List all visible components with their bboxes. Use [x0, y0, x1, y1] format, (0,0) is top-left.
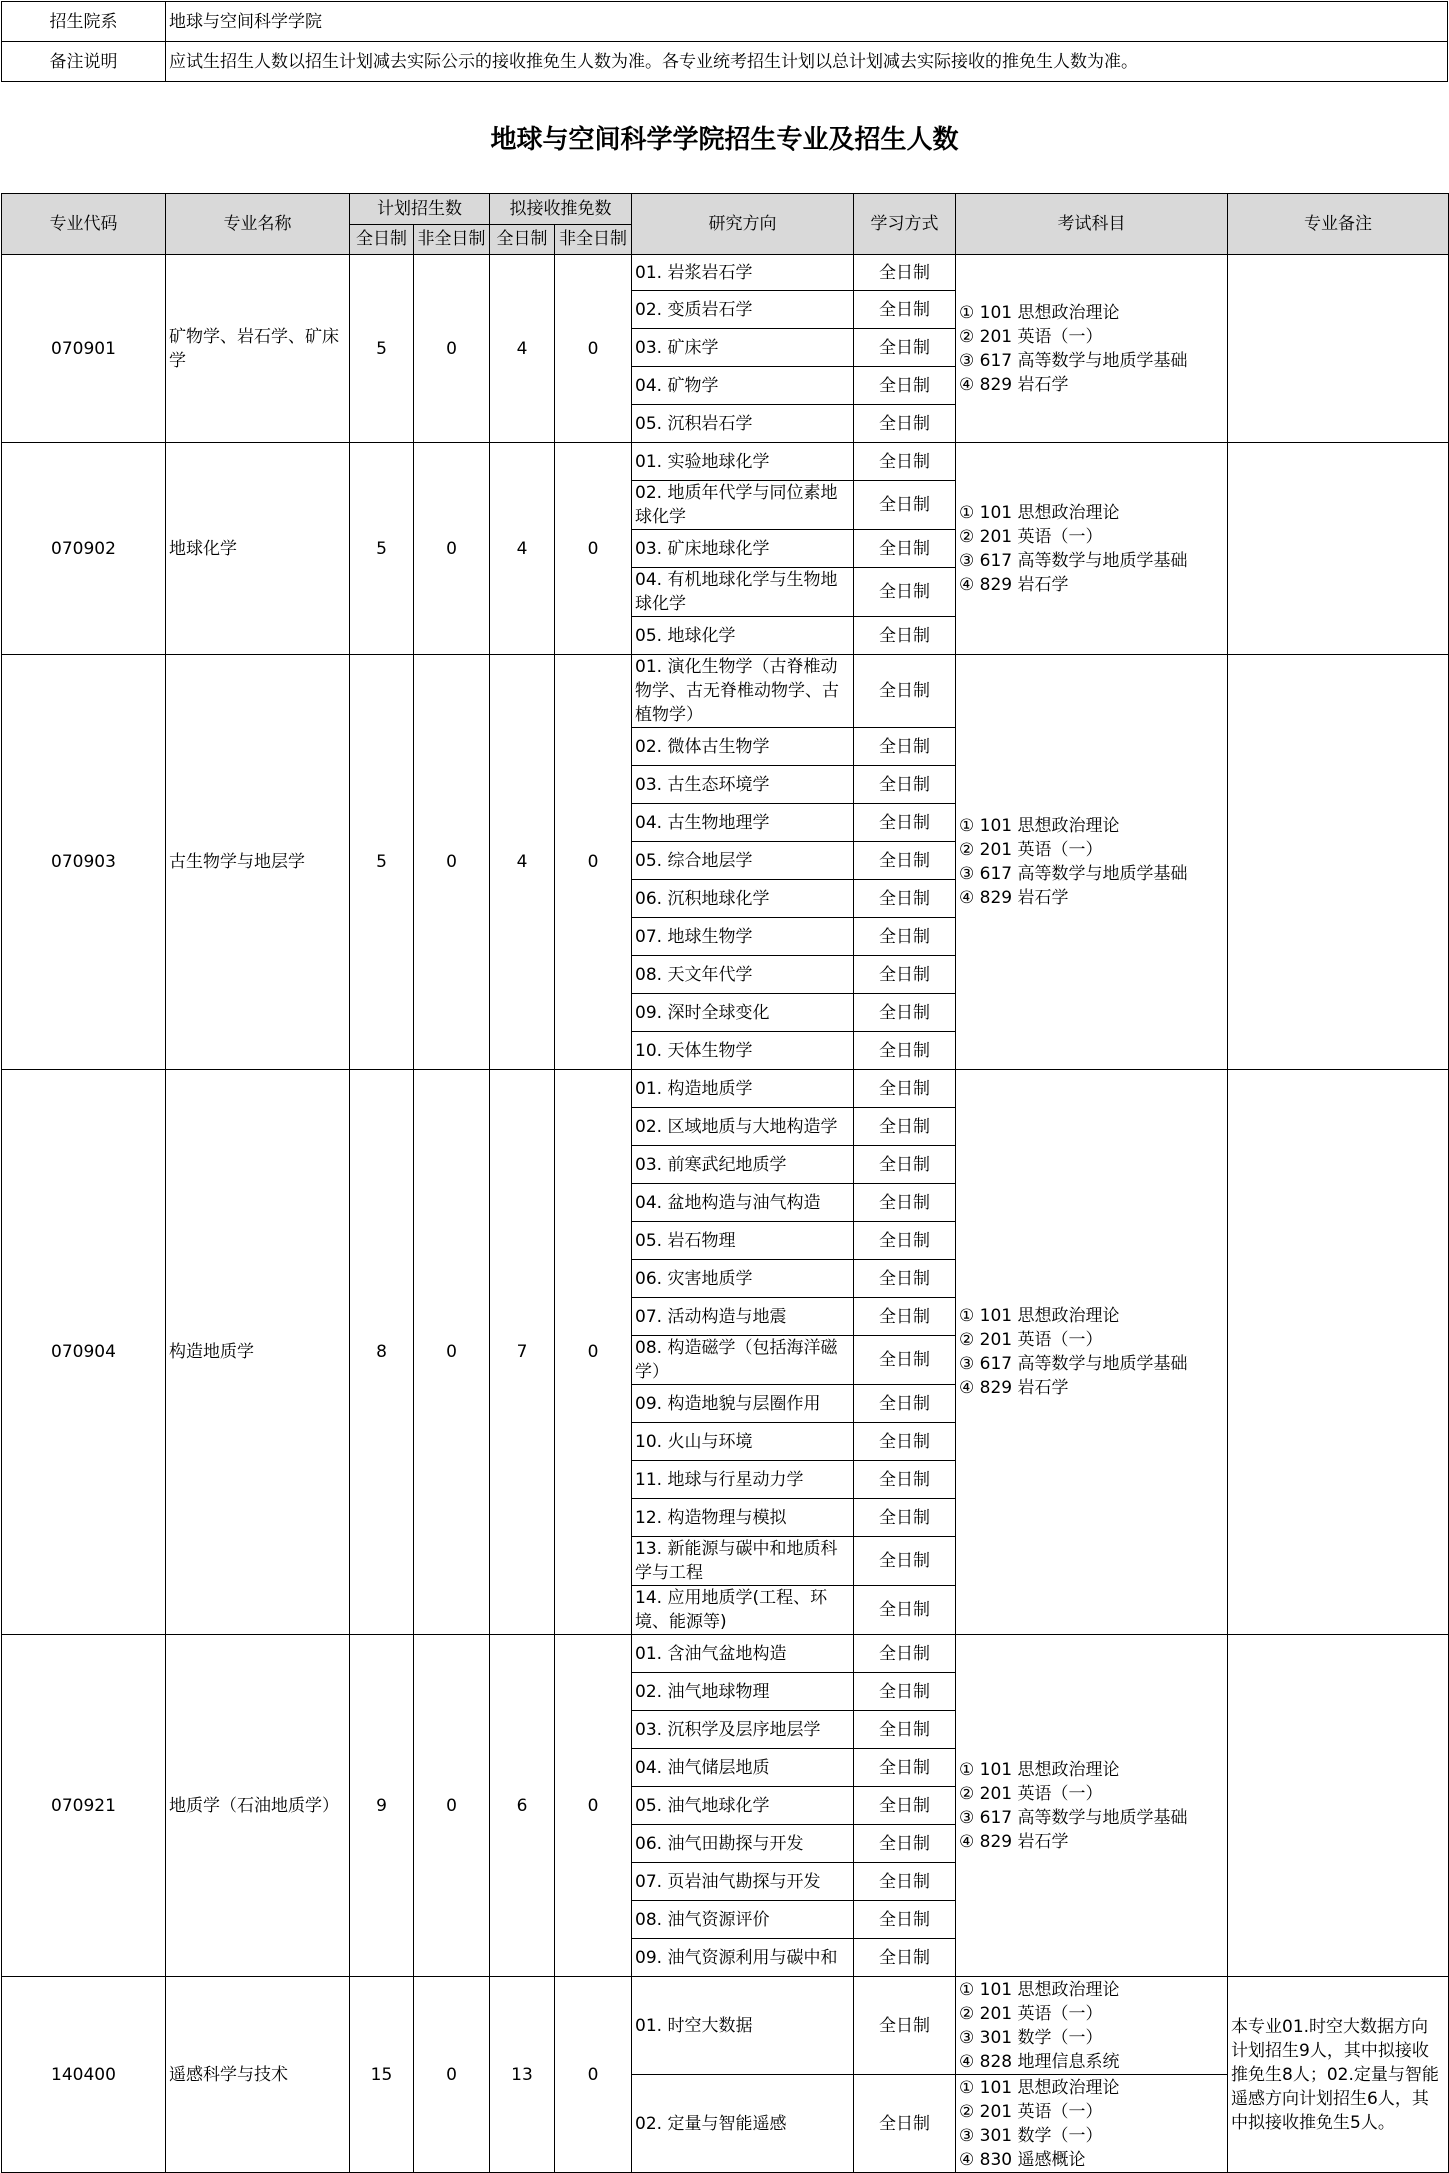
exam-subject: ① 101 思想政治理论: [959, 1306, 1120, 1326]
research-direction: 10. 天体生物学: [632, 1032, 854, 1070]
count-plan-part: 0: [414, 1635, 490, 1977]
exam-subject: ① 101 思想政治理论: [959, 2077, 1120, 2098]
research-direction: 09. 构造地貌与层圈作用: [632, 1385, 854, 1423]
exam-subject: ② 201 英语（一）: [959, 840, 1103, 860]
research-direction: 01. 时空大数据: [632, 1977, 854, 2075]
study-mode: 全日制: [854, 1939, 956, 1977]
study-mode: 全日制: [854, 994, 956, 1032]
research-direction: 03. 沉积学及层序地层学: [632, 1711, 854, 1749]
research-direction: 10. 火山与环境: [632, 1423, 854, 1461]
header-plan-part: 非全日制: [414, 224, 490, 255]
exam-subject: ③ 301 数学（一）: [959, 2125, 1103, 2146]
header-direction: 研究方向: [632, 194, 854, 255]
study-mode: 全日制: [854, 1711, 956, 1749]
header-mode: 学习方式: [854, 194, 956, 255]
count-plan-full: 5: [350, 443, 414, 655]
info-table: [1, 1, 1448, 82]
study-mode: 全日制: [854, 880, 956, 918]
exam-subject: ② 201 英语（一）: [959, 326, 1103, 347]
research-direction: 11. 地球与行星动力学: [632, 1461, 854, 1499]
info-value: 应试生招生人数以招生计划减去实际公示的接收推免生人数为准。各专业统考招生计划以总计划减去实际接收的推免生人数为准。: [166, 42, 1448, 82]
count-plan-full: 5: [350, 655, 414, 1070]
count-exempt-part: 0: [555, 1070, 632, 1635]
research-direction: 04. 油气储层地质: [632, 1749, 854, 1787]
research-direction: 14. 应用地质学(工程、环境、能源等): [632, 1586, 854, 1635]
study-mode: 全日制: [854, 1586, 956, 1635]
count-exempt-part: 0: [555, 1635, 632, 1977]
exam-subject: ① 101 思想政治理论: [959, 1979, 1120, 2000]
table-row: [2, 1635, 1449, 1673]
research-direction: 03. 矿床学: [632, 329, 854, 367]
research-direction: 09. 深时全球变化: [632, 994, 854, 1032]
research-direction: 07. 活动构造与地震: [632, 1298, 854, 1336]
study-mode: 全日制: [854, 1423, 956, 1461]
exam-subjects: [956, 1635, 1228, 1977]
research-direction: 13. 新能源与碳中和地质科学与工程: [632, 1537, 854, 1586]
major-name: 古生物学与地层学: [166, 655, 350, 1070]
count-exempt-part: 0: [555, 255, 632, 443]
study-mode: 全日制: [854, 1825, 956, 1863]
count-exempt-full: 6: [490, 1635, 555, 1977]
research-direction: 01. 构造地质学: [632, 1070, 854, 1108]
study-mode: 全日制: [854, 617, 956, 655]
research-direction: 01. 岩浆岩石学: [632, 255, 854, 291]
major-name: 构造地质学: [166, 1070, 350, 1635]
page-title: 地球与空间科学学院招生专业及招生人数: [490, 125, 959, 155]
study-mode: 全日制: [854, 1499, 956, 1537]
count-exempt-full: 4: [490, 255, 555, 443]
research-direction: 04. 盆地构造与油气构造: [632, 1184, 854, 1222]
count-exempt-part: 0: [555, 443, 632, 655]
count-plan-part: 0: [414, 255, 490, 443]
research-direction: 05. 岩石物理: [632, 1222, 854, 1260]
study-mode: 全日制: [854, 1222, 956, 1260]
exam-subject: ④ 829 岩石学: [959, 888, 1069, 908]
research-direction: 05. 油气地球化学: [632, 1787, 854, 1825]
count-plan-full: 15: [350, 1977, 414, 2173]
study-mode: 全日制: [854, 1336, 956, 1385]
research-direction: 04. 古生物地理学: [632, 804, 854, 842]
count-plan-full: 5: [350, 255, 414, 443]
study-mode: 全日制: [854, 1537, 956, 1586]
research-direction: 02. 变质岩石学: [632, 291, 854, 329]
study-mode: 全日制: [854, 804, 956, 842]
research-direction: 05. 综合地层学: [632, 842, 854, 880]
study-mode: 全日制: [854, 1787, 956, 1825]
count-exempt-full: 4: [490, 443, 555, 655]
major-code: 070903: [2, 655, 166, 1070]
exam-subjects: [956, 1977, 1228, 2075]
major-name: 矿物学、岩石学、矿床学: [166, 255, 350, 443]
major-note: [1228, 1635, 1449, 1977]
count-plan-full: 8: [350, 1070, 414, 1635]
table-row: [2, 443, 1449, 481]
count-exempt-part: 0: [555, 655, 632, 1070]
research-direction: 06. 沉积地球化学: [632, 880, 854, 918]
study-mode: 全日制: [854, 655, 956, 728]
info-key: 招生院系: [2, 2, 166, 42]
exam-subject: ③ 617 高等数学与地质学基础: [959, 864, 1188, 884]
major-note: [1228, 443, 1449, 655]
study-mode: 全日制: [854, 1901, 956, 1939]
research-direction: 08. 构造磁学（包括海洋磁学）: [632, 1336, 854, 1385]
major-code: 070921: [2, 1635, 166, 1977]
table-row: [2, 1977, 1449, 2075]
exam-subjects: [956, 255, 1228, 443]
study-mode: 全日制: [854, 1749, 956, 1787]
study-mode: 全日制: [854, 1032, 956, 1070]
study-mode: 全日制: [854, 367, 956, 405]
exam-subject: ① 101 思想政治理论: [959, 302, 1120, 323]
study-mode: 全日制: [854, 1260, 956, 1298]
study-mode: 全日制: [854, 1070, 956, 1108]
exam-subject: ④ 829 岩石学: [959, 1378, 1069, 1398]
study-mode: 全日制: [854, 1298, 956, 1336]
major-code: 070904: [2, 1070, 166, 1635]
info-value: 地球与空间科学学院: [166, 2, 1448, 42]
study-mode: 全日制: [854, 1146, 956, 1184]
study-mode: 全日制: [854, 329, 956, 367]
major-note: [1228, 655, 1449, 1070]
research-direction: 02. 微体古生物学: [632, 728, 854, 766]
header-note: 专业备注: [1228, 194, 1449, 255]
research-direction: 02. 定量与智能遥感: [632, 2075, 854, 2173]
major-name: 地质学（石油地质学）: [166, 1635, 350, 1977]
header-subjects: 考试科目: [956, 194, 1228, 255]
exam-subject: ③ 301 数学（一）: [959, 2027, 1103, 2048]
exam-subject: ① 101 思想政治理论: [959, 1759, 1120, 1780]
exam-subject: ④ 828 地理信息系统: [959, 2051, 1120, 2072]
exam-subject: ④ 830 遥感概论: [959, 2149, 1086, 2170]
exam-subject: ② 201 英语（一）: [959, 1330, 1103, 1350]
study-mode: 全日制: [854, 1461, 956, 1499]
count-plan-part: 0: [414, 1977, 490, 2173]
research-direction: 01. 演化生物学（古脊椎动物学、古无脊椎动物学、古植物学）: [632, 655, 854, 728]
count-plan-part: 0: [414, 1070, 490, 1635]
exam-subjects: [956, 655, 1228, 1070]
research-direction: 01. 实验地球化学: [632, 443, 854, 481]
major-note: [1228, 1070, 1449, 1635]
header-row: [2, 194, 1449, 225]
exam-subjects: [956, 2075, 1228, 2173]
count-exempt-full: 4: [490, 655, 555, 1070]
research-direction: 01. 含油气盆地构造: [632, 1635, 854, 1673]
info-key: 备注说明: [2, 42, 166, 82]
research-direction: 08. 油气资源评价: [632, 1901, 854, 1939]
info-row: [2, 2, 1448, 42]
exam-subject: ② 201 英语（一）: [959, 2101, 1103, 2122]
exam-subject: ② 201 英语（一）: [959, 2003, 1103, 2024]
major-code: 070902: [2, 443, 166, 655]
major-note: 本专业01.时空大数据方向计划招生9人，其中拟接收推免生8人；02.定量与智能遥感方向计划招生6人，其中拟接收推免生5人。: [1228, 1977, 1449, 2173]
exam-subject: ④ 829 岩石学: [959, 574, 1069, 595]
info-row: [2, 42, 1448, 82]
research-direction: 02. 油气地球物理: [632, 1673, 854, 1711]
study-mode: 全日制: [854, 481, 956, 530]
research-direction: 02. 地质年代学与同位素地球化学: [632, 481, 854, 530]
research-direction: 06. 灾害地质学: [632, 1260, 854, 1298]
research-direction: 05. 沉积岩石学: [632, 405, 854, 443]
research-direction: 12. 构造物理与模拟: [632, 1499, 854, 1537]
research-direction: 03. 古生态环境学: [632, 766, 854, 804]
study-mode: 全日制: [854, 1635, 956, 1673]
exam-subject: ③ 617 高等数学与地质学基础: [959, 1807, 1188, 1828]
header-exempt: 拟接收推免数: [490, 194, 632, 225]
study-mode: 全日制: [854, 2075, 956, 2173]
header-exempt-part: 非全日制: [555, 224, 632, 255]
exam-subject: ② 201 英语（一）: [959, 526, 1103, 547]
header-code: 专业代码: [2, 194, 166, 255]
study-mode: 全日制: [854, 842, 956, 880]
study-mode: 全日制: [854, 405, 956, 443]
exam-subject: ③ 617 高等数学与地质学基础: [959, 350, 1188, 371]
study-mode: 全日制: [854, 766, 956, 804]
major-note: [1228, 255, 1449, 443]
exam-subject: ① 101 思想政治理论: [959, 816, 1120, 836]
table-row: [2, 1070, 1449, 1108]
research-direction: 04. 矿物学: [632, 367, 854, 405]
research-direction: 04. 有机地球化学与生物地球化学: [632, 568, 854, 617]
exam-subject: ② 201 英语（一）: [959, 1783, 1103, 1804]
exam-subject: ① 101 思想政治理论: [959, 502, 1120, 523]
exam-subject: ③ 617 高等数学与地质学基础: [959, 550, 1188, 571]
count-plan-part: 0: [414, 443, 490, 655]
study-mode: 全日制: [854, 1184, 956, 1222]
research-direction: 03. 前寒武纪地质学: [632, 1146, 854, 1184]
majors-body: [2, 255, 1449, 2173]
header-plan-full: 全日制: [350, 224, 414, 255]
table-row: [2, 655, 1449, 728]
study-mode: 全日制: [854, 530, 956, 568]
study-mode: 全日制: [854, 1385, 956, 1423]
study-mode: 全日制: [854, 1977, 956, 2075]
research-direction: 06. 油气田勘探与开发: [632, 1825, 854, 1863]
study-mode: 全日制: [854, 443, 956, 481]
major-code: 140400: [2, 1977, 166, 2173]
exam-subject: ③ 617 高等数学与地质学基础: [959, 1354, 1188, 1374]
study-mode: 全日制: [854, 568, 956, 617]
majors-table: [1, 193, 1449, 2173]
major-name: 遥感科学与技术: [166, 1977, 350, 2173]
count-plan-part: 0: [414, 655, 490, 1070]
exam-subject: ④ 829 岩石学: [959, 1831, 1069, 1852]
count-exempt-part: 0: [555, 1977, 632, 2173]
study-mode: 全日制: [854, 1673, 956, 1711]
study-mode: 全日制: [854, 956, 956, 994]
research-direction: 05. 地球化学: [632, 617, 854, 655]
header-name: 专业名称: [166, 194, 350, 255]
table-row: [2, 255, 1449, 291]
count-exempt-full: 7: [490, 1070, 555, 1635]
research-direction: 03. 矿床地球化学: [632, 530, 854, 568]
exam-subject: ④ 829 岩石学: [959, 374, 1069, 395]
research-direction: 07. 地球生物学: [632, 918, 854, 956]
study-mode: 全日制: [854, 1108, 956, 1146]
major-code: 070901: [2, 255, 166, 443]
header-exempt-full: 全日制: [490, 224, 555, 255]
study-mode: 全日制: [854, 255, 956, 291]
study-mode: 全日制: [854, 918, 956, 956]
exam-subjects: [956, 1070, 1228, 1635]
exam-subjects: [956, 443, 1228, 655]
study-mode: 全日制: [854, 728, 956, 766]
count-plan-full: 9: [350, 1635, 414, 1977]
research-direction: 02. 区域地质与大地构造学: [632, 1108, 854, 1146]
major-name: 地球化学: [166, 443, 350, 655]
study-mode: 全日制: [854, 1863, 956, 1901]
research-direction: 08. 天文年代学: [632, 956, 854, 994]
research-direction: 07. 页岩油气勘探与开发: [632, 1863, 854, 1901]
count-exempt-full: 13: [490, 1977, 555, 2173]
research-direction: 09. 油气资源利用与碳中和: [632, 1939, 854, 1977]
study-mode: 全日制: [854, 291, 956, 329]
header-plan: 计划招生数: [350, 194, 490, 225]
